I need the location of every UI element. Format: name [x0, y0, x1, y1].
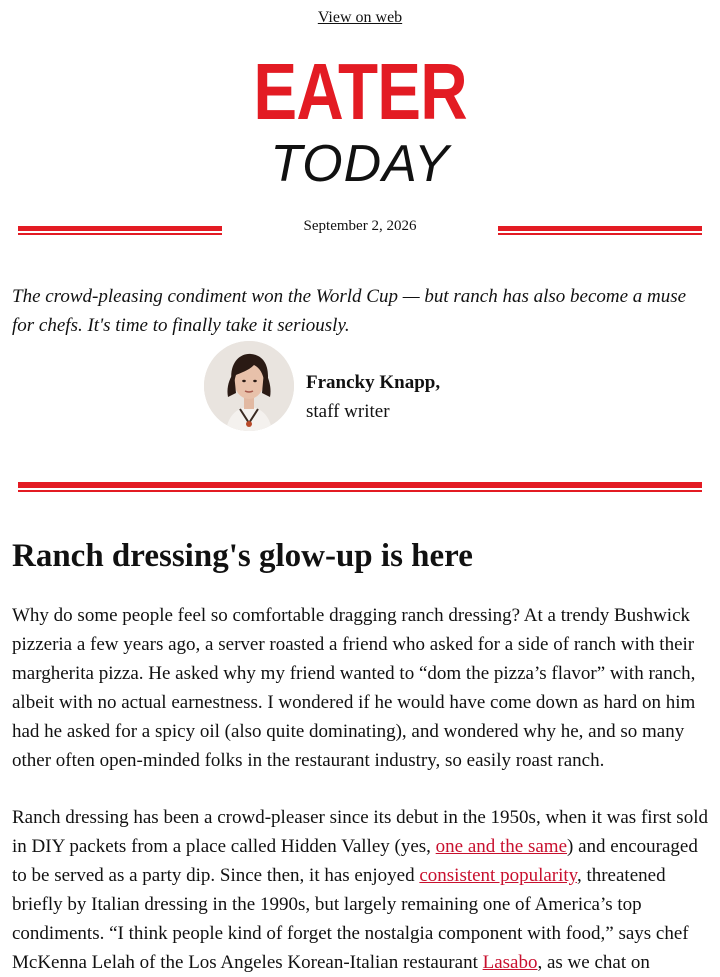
date-row [0, 218, 720, 238]
view-on-web-link[interactable]: View on web [317, 9, 403, 26]
article-paragraph-1: Why do some people feel so comfortable dragging ranch dressing? At a trendy Bushwick pizzeria a few years ago, a server roasted a friend who asked for a side of ranch with their margherita pizza. He asked why my friend wanted to “dom the pizza’s flavor” with ranch, albeit with no actual earnestness. I wondered if he would have come down as hard on him had he asked for a spicy oil (also quite dominating), and wondered why he, and so many other often open-minded folks in the restaurant industry, so easily roast ranch. [12, 605, 696, 771]
view-on-web [0, 9, 720, 27]
logo-eater-wordmark: EATER [253, 47, 467, 136]
link-lasabo[interactable]: Lasabo [482, 952, 538, 973]
article-paragraph-2 [12, 803, 712, 977]
link-one-and-the-same[interactable]: one and the same [435, 836, 568, 857]
issue-date: September 2, 2026 [303, 218, 417, 234]
author-photo [204, 341, 294, 431]
p2-text-b: ) and encouraged to be served as a party dip. Since then, it has enjoyed [12, 836, 698, 886]
section-divider [18, 482, 702, 492]
p2-text-a: Ranch dressing has been a crowd-pleaser since its debut in the 1950s, when it was first sold in DIY packets from a place called Hidden Valley (yes, [12, 807, 708, 857]
eater-today-logo[interactable] [0, 47, 720, 193]
newsletter-deck: The crowd-pleasing condiment won the World Cup — but ranch has also become a muse for chefs. It's time to finally take it seriously. [12, 286, 687, 336]
p2-text-c: , threatened briefly by Italian dressing in the 1990s, but largely remaining one of America’s top condiments. “I think people kind of forget the nostalgia component with food,” says chef McKenna Lelah of the Los Angeles Korean-Italian restaurant [12, 865, 689, 973]
link-consistent-popularity[interactable]: consistent popularity [419, 865, 577, 886]
right-divider [498, 226, 702, 235]
author-name: Francky Knapp, [306, 372, 441, 393]
p2-text-d: , as we chat on [537, 952, 650, 973]
author-role: staff writer [306, 401, 390, 422]
logo-today-wordmark: TODAY [270, 135, 450, 193]
author-avatar [204, 341, 294, 431]
article-headline: Ranch dressing's glow-up is here [12, 538, 473, 574]
